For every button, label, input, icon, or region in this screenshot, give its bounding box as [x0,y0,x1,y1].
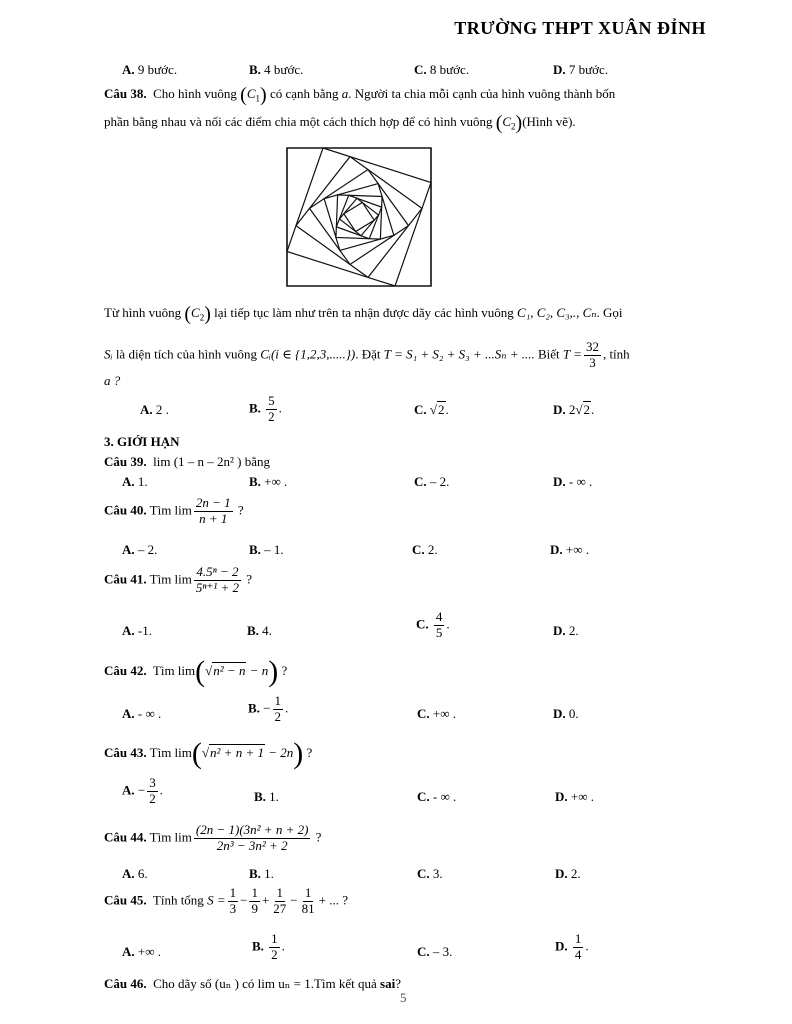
square-2 [287,148,431,286]
q45-option-b: B. $\frac{1}{2}$ . [252,931,285,962]
q38-para1: Từ hình vuông $(C_2)$ lại tiếp tục làm như trên ta nhận được dãy các hình vuông C₁, C₂, C₃,., Cₙ. Gọi [104,303,623,325]
square-4 [310,170,409,265]
square-1 [287,148,431,286]
q42-question: Câu 42. Tìm lim(√n² − n − n) ? [104,655,288,688]
q44-option-d: D. 2. [555,866,581,881]
q37-option-a: A. 9 bước. [122,62,178,77]
page-number: 5 [400,990,407,1005]
q38-option-b: B. $\frac{5}{2}$ . [249,393,282,424]
q39-question: Câu 39. lim (1 – n – 2n² ) bằng [104,454,271,469]
q44-option-a: A. 6. [122,866,148,881]
q37-option-c: C. 8 bước. [414,62,470,77]
q43-option-a: A. − $\frac{3}{2}$ . [122,775,163,806]
square-9 [344,202,374,231]
q44-question: Câu 44. Tìm lim $\frac{\text{(2n − 1)(3n² + n + 2)}}{\text{2n³ − 3n² + 2}}$ ? [104,822,322,853]
q39-option-d: D. - ∞ . [553,474,593,489]
square-5 [324,184,394,251]
q38-line1: Câu 38. Cho hình vuông $(C_1)$ có cạnh bằng a. Người ta chia mỗi cạnh của hình vuông thành bốn [104,84,616,106]
section-title: 3. GIỚI HẠN [104,434,180,449]
nested-squares-figure [285,146,433,288]
q39-option-c: C. – 2. [414,474,450,489]
q38-para3: a ? [104,373,121,388]
q41-option-d: D. 2. [553,623,579,638]
q42-option-d: D. 0. [553,706,579,721]
q40-option-b: B. – 1. [249,542,284,557]
q45-option-d: D. $\frac{1}{4}$ . [555,931,589,962]
square-3 [296,157,422,278]
q43-option-b: B. 1. [254,789,279,804]
q37-option-b: B. 4 bước. [249,62,304,77]
q43-option-c: C. - ∞ . [417,789,457,804]
q42-option-c: C. +∞ . [417,706,456,721]
q45-option-c: C. – 3. [417,944,453,959]
q41-option-b: B. 4. [247,623,272,638]
square-6 [336,195,382,239]
q38-option-d: D. 2√2. [553,402,595,417]
q44-option-c: C. 3. [417,866,443,881]
q45-option-a: A. +∞ . [122,944,161,959]
q43-question: Câu 43. Tìm lim(√n² + n + 1 − 2n) ? [104,737,313,770]
q42-option-b: B. − $\frac{1}{2}$ . [248,693,289,724]
q41-option-a: A. -1. [122,623,152,638]
q40-option-d: D. +∞ . [550,542,589,557]
q37-option-d: D. 7 bước. [553,62,609,77]
q38-line2: phần bằng nhau và nối các điểm chia một cách thích hợp để có hình vuông $(C_2)(Hình$ vẽ). [104,112,576,134]
q46-question: Câu 46. Cho dãy số (uₙ ) có lim uₙ = 1.Tìm kết quả sai? [104,976,401,991]
q41-option-c: C. $\frac{4}{5}$ . [416,609,450,640]
q39-option-b: B. +∞ . [249,474,288,489]
q40-option-a: A. – 2. [122,542,158,557]
q40-question: Câu 40. Tìm lim $\frac{2n - 1}{n + 1}$ ? [104,495,244,526]
q40-option-c: C. 2. [412,542,438,557]
square-7 [336,195,381,238]
school-header: TRƯỜNG THPT XUÂN ĐỈNH [454,18,706,38]
q44-option-b: B. 1. [249,866,274,881]
q38-option-a: A. 2 . [140,402,169,417]
q38-option-c: C. √2. [414,402,449,417]
q39-option-a: A. 1. [122,474,148,489]
q42-option-a: A. - ∞ . [122,706,162,721]
q41-question: Câu 41. Tìm lim $\frac{\text{4.5ⁿ − 2}}{\text{5ⁿ⁺¹ + 2}}$ ? [104,564,253,595]
q45-question: Câu 45. Tính tổng S = $\frac{1}{3}$ − $\frac{1}{9}$ + $\frac{1}{27}$ − $\frac{1}{81}$ + ... ? [104,885,348,916]
q38-para2: Sᵢ là diện tích của hình vuông Cᵢ(i ∈ {1,2,3,.....}). Đặt T = S₁ + S₂ + S₃ + ...Sₙ + .... Biết T = $\frac{32}{3}$ , tính [104,339,630,370]
q43-option-d: D. +∞ . [555,789,594,804]
